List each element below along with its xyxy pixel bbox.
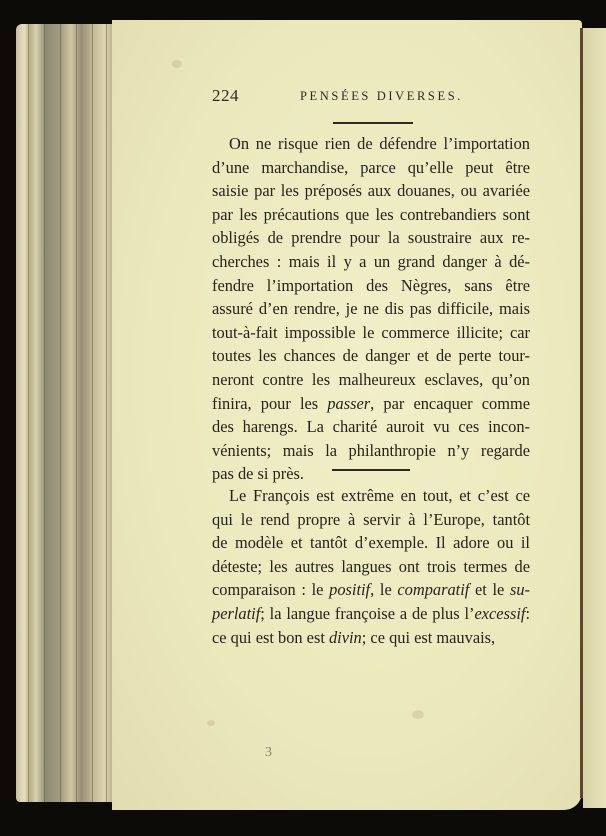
paragraph-1 [212, 132, 530, 486]
italic-term: passer [327, 393, 371, 413]
signature-mark: 3 [265, 745, 272, 760]
italic-term: positif [329, 580, 371, 600]
text-run: ; la langue françoise a de plus l’ [260, 603, 475, 623]
text-run: On ne risque rien de défendre l’importation [229, 134, 530, 153]
text-line [212, 321, 530, 345]
italic-term: excessif [474, 603, 526, 623]
page-header [212, 86, 542, 108]
text-line [212, 344, 530, 368]
text-line [212, 626, 530, 650]
text-run: de modèle et tantôt d’exemple. Il adore ou il [212, 533, 530, 553]
text-run: finira, pour les [212, 393, 328, 413]
text-run: Le François est extrême en tout, et c’est ce [229, 486, 530, 505]
text-run: , par encaquer comme [370, 393, 530, 413]
text-line [212, 156, 530, 180]
text-run: d’une marchandise, parce qu’elle peut être [212, 157, 530, 177]
text-line [212, 368, 530, 392]
text-line [212, 250, 530, 274]
text-line [212, 274, 530, 298]
facing-page-edge [583, 28, 606, 808]
text-line [212, 531, 530, 555]
text-run: fendre l’importation des Nègres, sans être [212, 275, 530, 295]
text-run: et le [469, 580, 510, 600]
text-run: déteste; les autres langues ont trois termes de [212, 556, 530, 576]
text-line [212, 508, 530, 532]
italic-term: comparatif [397, 580, 470, 600]
text-run: toutes les chances de danger et de perte tour- [212, 346, 530, 366]
section-rule [333, 122, 413, 124]
text-run: obligés de prendre pour la soustraire aux re- [212, 228, 530, 248]
text-line [212, 439, 530, 463]
section-rule [332, 469, 410, 471]
text-run: neront contre les malheureux esclaves, qu’on [212, 369, 530, 389]
running-title: PENSÉES DIVERSES. [300, 89, 463, 103]
italic-term: perlatif [212, 603, 261, 623]
text-line [212, 602, 530, 626]
text-run: par les précautions que les contrebandiers sont [212, 204, 530, 224]
text-run: ; ce qui est mauvais, [361, 627, 496, 647]
italic-term: su- [509, 580, 531, 600]
text-line [212, 578, 530, 602]
text-line [212, 415, 530, 439]
text-run: saisie par les préposés aux douanes, ou avariée [212, 181, 530, 201]
text-line [212, 226, 530, 250]
text-line [212, 297, 530, 321]
text-run: comparaison : le [212, 580, 330, 600]
text-run: ce qui est bon est [212, 627, 329, 647]
text-line [212, 555, 530, 579]
text-line [212, 203, 530, 227]
text-line [212, 132, 530, 156]
text-line [212, 392, 530, 416]
text-line [212, 462, 530, 486]
text-run: vénients; mais la philanthropie n’y regarde [212, 440, 530, 460]
text-line [212, 484, 530, 508]
text-run: cherches : mais il y a un grand danger à dé- [212, 251, 530, 271]
text-run: assuré d’en rendre, je ne dis pas difficile, mais [212, 299, 530, 319]
text-run: tout-à-fait impossible le commerce illicite; car [212, 322, 530, 342]
book-fore-edge [16, 24, 116, 802]
italic-term: divin [328, 627, 362, 647]
text-run: pas de si près. [212, 464, 304, 484]
text-run: , le [370, 580, 398, 600]
text-run: qui le rend propre à servir à l’Europe, tantôt [212, 509, 530, 529]
page-number: 224 [212, 86, 239, 105]
text-line [212, 179, 530, 203]
text-run: : [525, 603, 530, 623]
paragraph-2 [212, 484, 530, 649]
text-run: des harengs. La charité auroit vu ces incon- [212, 417, 530, 437]
